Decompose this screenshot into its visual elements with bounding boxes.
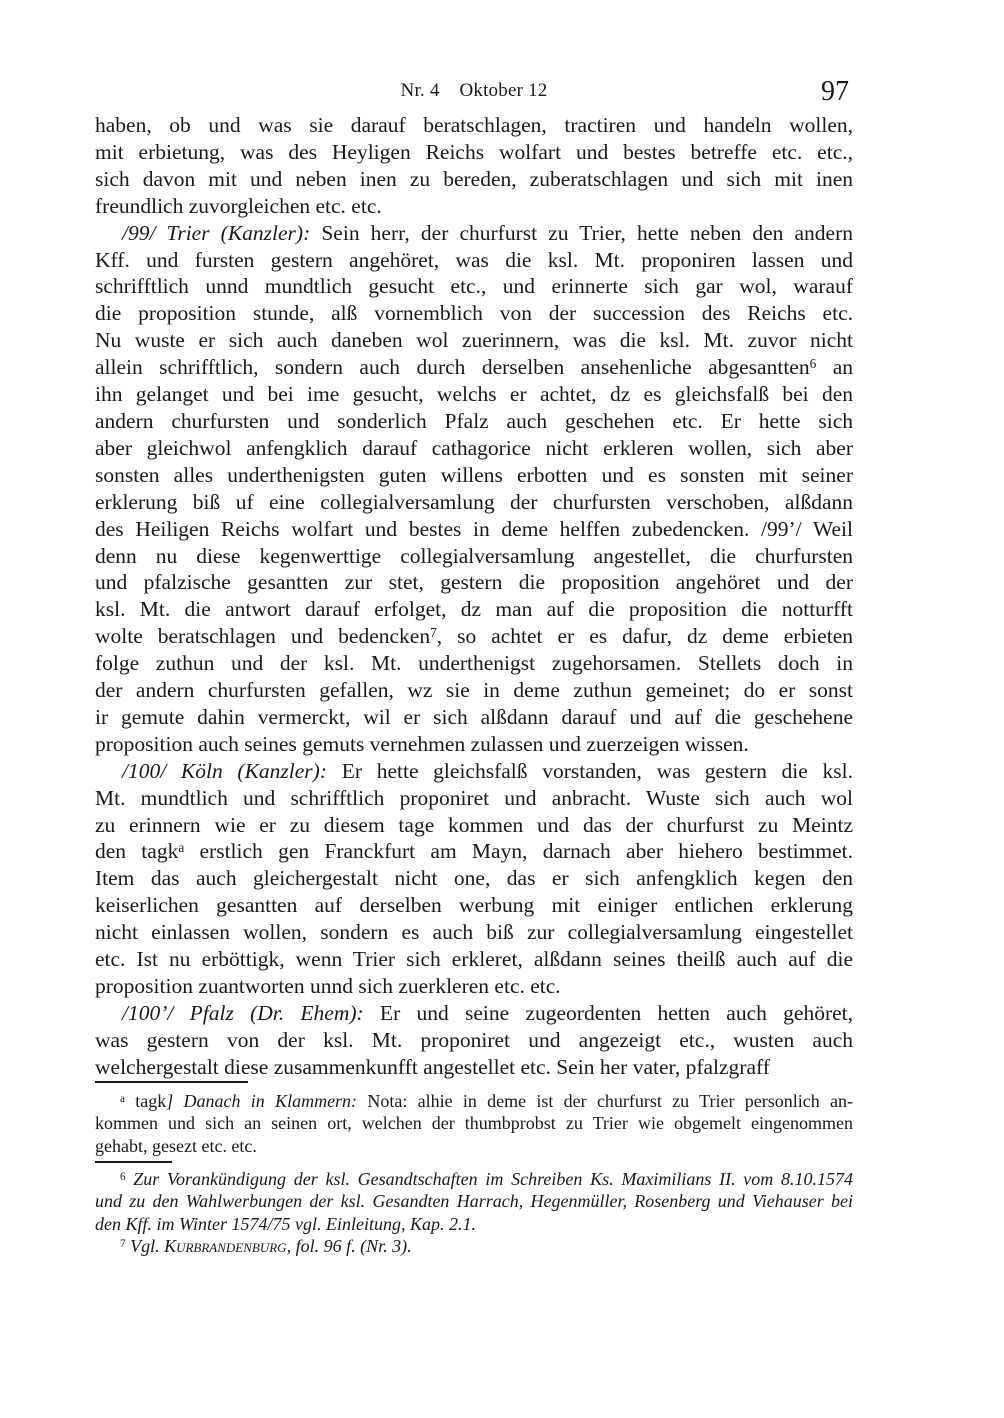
text-line [95,220,853,247]
text-line [95,1112,853,1134]
text-run: wolte beratschlagen und bedencken [95,624,431,649]
text-line [95,650,853,677]
paragraph [95,112,853,220]
text-run: , fol. 96 f. (Nr. 3). [286,1235,412,1256]
text-line [95,838,853,865]
paragraph [95,1000,853,1081]
text-run: Sein herr, der churfurst zu Trier, hette neben den andern [310,220,853,245]
text-line [95,1190,853,1212]
text-run: sich davon mit und neben inen zu bereden, zuberatschlagen und sich mit inen [95,166,853,191]
text-run: denn nu diese kegenwerttige collegialversamlung angestellet, die churfursten [95,543,853,568]
text-line [95,381,853,408]
text-line [95,489,853,516]
text-line [95,193,853,220]
text-line [95,166,853,193]
text-line [95,731,853,758]
text-run: proposition zuantworten unnd sich zuerkleren etc. etc. [95,974,561,998]
text-run: Vgl. [125,1235,165,1256]
text-line [95,1054,853,1081]
text-line [95,1027,853,1054]
footnote-marker: 6 [120,1170,126,1183]
text-run: Item das auch gleichergestalt nicht one, das er sich anfengklich kegen den [95,866,853,891]
text-run: aber gleichwol anfengklich darauf cathagorice nicht erkleren wollen, sich aber [95,435,853,460]
text-line [95,946,853,973]
text-run: Nu wuste er sich auch daneben wol zuerinnern, was die ksl. Mt. zuvor nicht [95,328,853,353]
text-line [95,273,853,300]
text-line [95,327,853,354]
footnote-marker: 7 [430,625,437,641]
text-run: andern churfursten und sonderlich Pfalz auch geschehen etc. Er hette sich [95,408,853,433]
text-line [95,408,853,435]
text-run: Zur Vorankündigung der ksl. Gesandtschaften im Schreiben Ks. Maximilians II. vom 8.10.1574 [125,1169,853,1189]
text-run: /99/ Trier (Kanzler): [122,220,311,245]
text-run: den Kff. im Winter 1574/75 vgl. Einleitung, Kap. 2.1. [95,1213,476,1234]
text-line [95,1090,853,1112]
text-run: proposition auch seines gemuts vernehmen zulassen und zuerzeigen wissen. [95,731,749,756]
text-run: erklerung biß uf eine collegialversamlung der churfursten verschoben, alßdann [95,489,853,514]
text-run: mit erbietung, was des Heyligen Reichs wolfart und bestes betreffe etc. etc., [95,139,853,164]
header-date: Oktober 12 [459,80,548,101]
text-line [95,139,853,166]
text-run: etc. Ist nu erböttigk, wenn Trier sich erkleret, alßdann seines theilß auch auf die [95,947,853,972]
text-line [95,973,853,1000]
text-run: Kff. und fursten gestern angehöret, was die ksl. Mt. proponiren lassen und [95,247,853,272]
text-run: /100’/ Pfalz (Dr. Ehem): [122,1000,364,1025]
text-line [95,1235,853,1257]
text-run: folge zuthun und der ksl. Mt. underthenigst zugehorsamen. Stellets doch in [95,651,853,676]
footnote-marker: 7 [120,1237,126,1250]
text-line [95,354,853,381]
text-line [95,919,853,946]
apparatus-separator-rule [95,1081,248,1083]
text-run: Mt. mundtlich und schrifftlich proponiret und anbracht. Wuste sich auch wol [95,785,853,810]
text-line [95,462,853,489]
text-line [95,1213,853,1235]
text-run: kommen und sich an seinen ort, welchen der thumbprobst zu Trier wie obgemelt eingenommen [95,1113,853,1134]
text-run: Kurbrandenburg [164,1235,287,1256]
text-run: zu erinnern wie er zu diesem tage kommen und das der churfurst zu Meintz [95,812,853,837]
text-line [95,1168,853,1190]
paragraph [95,758,853,1000]
running-header [95,70,853,107]
text-line [95,623,853,650]
text-run: freundlich zuvorgleichen etc. etc. [95,193,382,218]
footnote-marker: a [178,840,185,856]
text-run: ihn gelanget und bei ime gesucht, welchs er achtet, dz es gleichsfalß bei den [95,382,853,407]
header-doc-number: Nr. 4 [400,80,440,101]
text-run: Er hette gleichsfalß vorstanden, was gestern die ksl. [327,758,853,783]
paragraph [95,1090,853,1157]
text-run: tagk [124,1091,167,1111]
main-text [95,112,853,1081]
text-run: ksl. Mt. die antwort darauf erfolget, dz man auf die proposition die notturfft [95,597,853,622]
text-run: Er und seine zugeordenten hetten auch gehöret, [363,1000,854,1025]
text-line [95,785,853,812]
commentary-footnotes [95,1168,853,1257]
text-line [95,247,853,274]
text-run: keiserlichen gesantten auf derselben werbung mit einiger entlichen erklerung [95,893,853,918]
text-line [95,865,853,892]
text-run: und pfalzische gesantten zur stet, gestern die proposition angehöret und der [95,570,853,595]
text-run: Nota: alhie in deme ist der churfurst zu Trier personlich an- [357,1091,853,1111]
text-run: gehabt, gesezt etc. etc. [95,1135,257,1156]
text-run: /100/ Köln (Kanzler): [122,758,327,783]
text-run: , so achtet er es dafur, dz deme erbieten [436,624,853,649]
text-line [95,516,853,543]
text-run: welchergestalt diese zusammenkunfft angestellet etc. Sein her vater, pfalzgraff [95,1054,770,1079]
text-run: allein schrifftlich, sondern auch durch derselben ansehenliche abgesantten [95,355,810,380]
text-line [95,435,853,462]
text-line [95,112,853,139]
footnote-marker: a [120,1092,125,1105]
paragraph [95,1235,853,1257]
text-line [95,758,853,785]
text-run: der andern churfursten gefallen, wz sie in deme zuthun gemeinet; do er sonst [95,678,853,703]
text-run: den tagk [95,839,179,864]
text-line [95,677,853,704]
text-run: an [816,355,853,380]
paragraph [95,220,853,758]
text-line [95,1135,853,1157]
text-run: und zu den Wahlwerbungen der ksl. Gesandten Harrach, Hegenmüller, Rosenberg und Viehauser bei [95,1191,853,1212]
footnote-marker: 6 [809,356,817,372]
text-line [95,596,853,623]
text-line [95,1000,853,1027]
text-line [95,812,853,839]
text-line [95,300,853,327]
header-title [401,81,548,100]
paragraph [95,1168,853,1235]
text-line [95,892,853,919]
text-run: haben, ob und was sie darauf beratschlagen, tractiren und handeln wollen, [95,113,853,137]
footnotes-separator-rule [95,1161,172,1163]
text-line [95,704,853,731]
text-run: sonsten alles underthenigsten guten willens erbotten und es sonsten mit seiner [95,462,853,487]
text-line [95,543,853,570]
page-number: 97 [821,76,849,107]
text-run: ir gemute dahin vermerckt, wil er sich alßdann darauf und auf die geschehene [95,704,853,729]
text-run: des Heiligen Reichs wolfart und bestes in deme helffen zubedencken. /99’/ Weil [95,516,853,541]
text-run: schrifftlich unnd mundtlich gesucht etc., und erinnerte sich gar wol, warauf [95,274,853,299]
text-run: ] Danach in Klammern: [166,1091,358,1111]
text-run: was gestern von der ksl. Mt. proponiret und angezeigt etc., wusten auch [95,1027,853,1052]
apparatus-footnote [95,1090,853,1157]
text-run: nicht einlassen wollen, sondern es auch biß zur collegialversamlung eingestellet [95,920,853,945]
text-run: erstlich gen Franckfurt am Mayn, darnach aber hiehero bestimmet. [184,839,853,864]
text-run: die proposition stunde, alß vornemblich von der succession des Reichs etc. [95,301,853,326]
text-line [95,569,853,596]
